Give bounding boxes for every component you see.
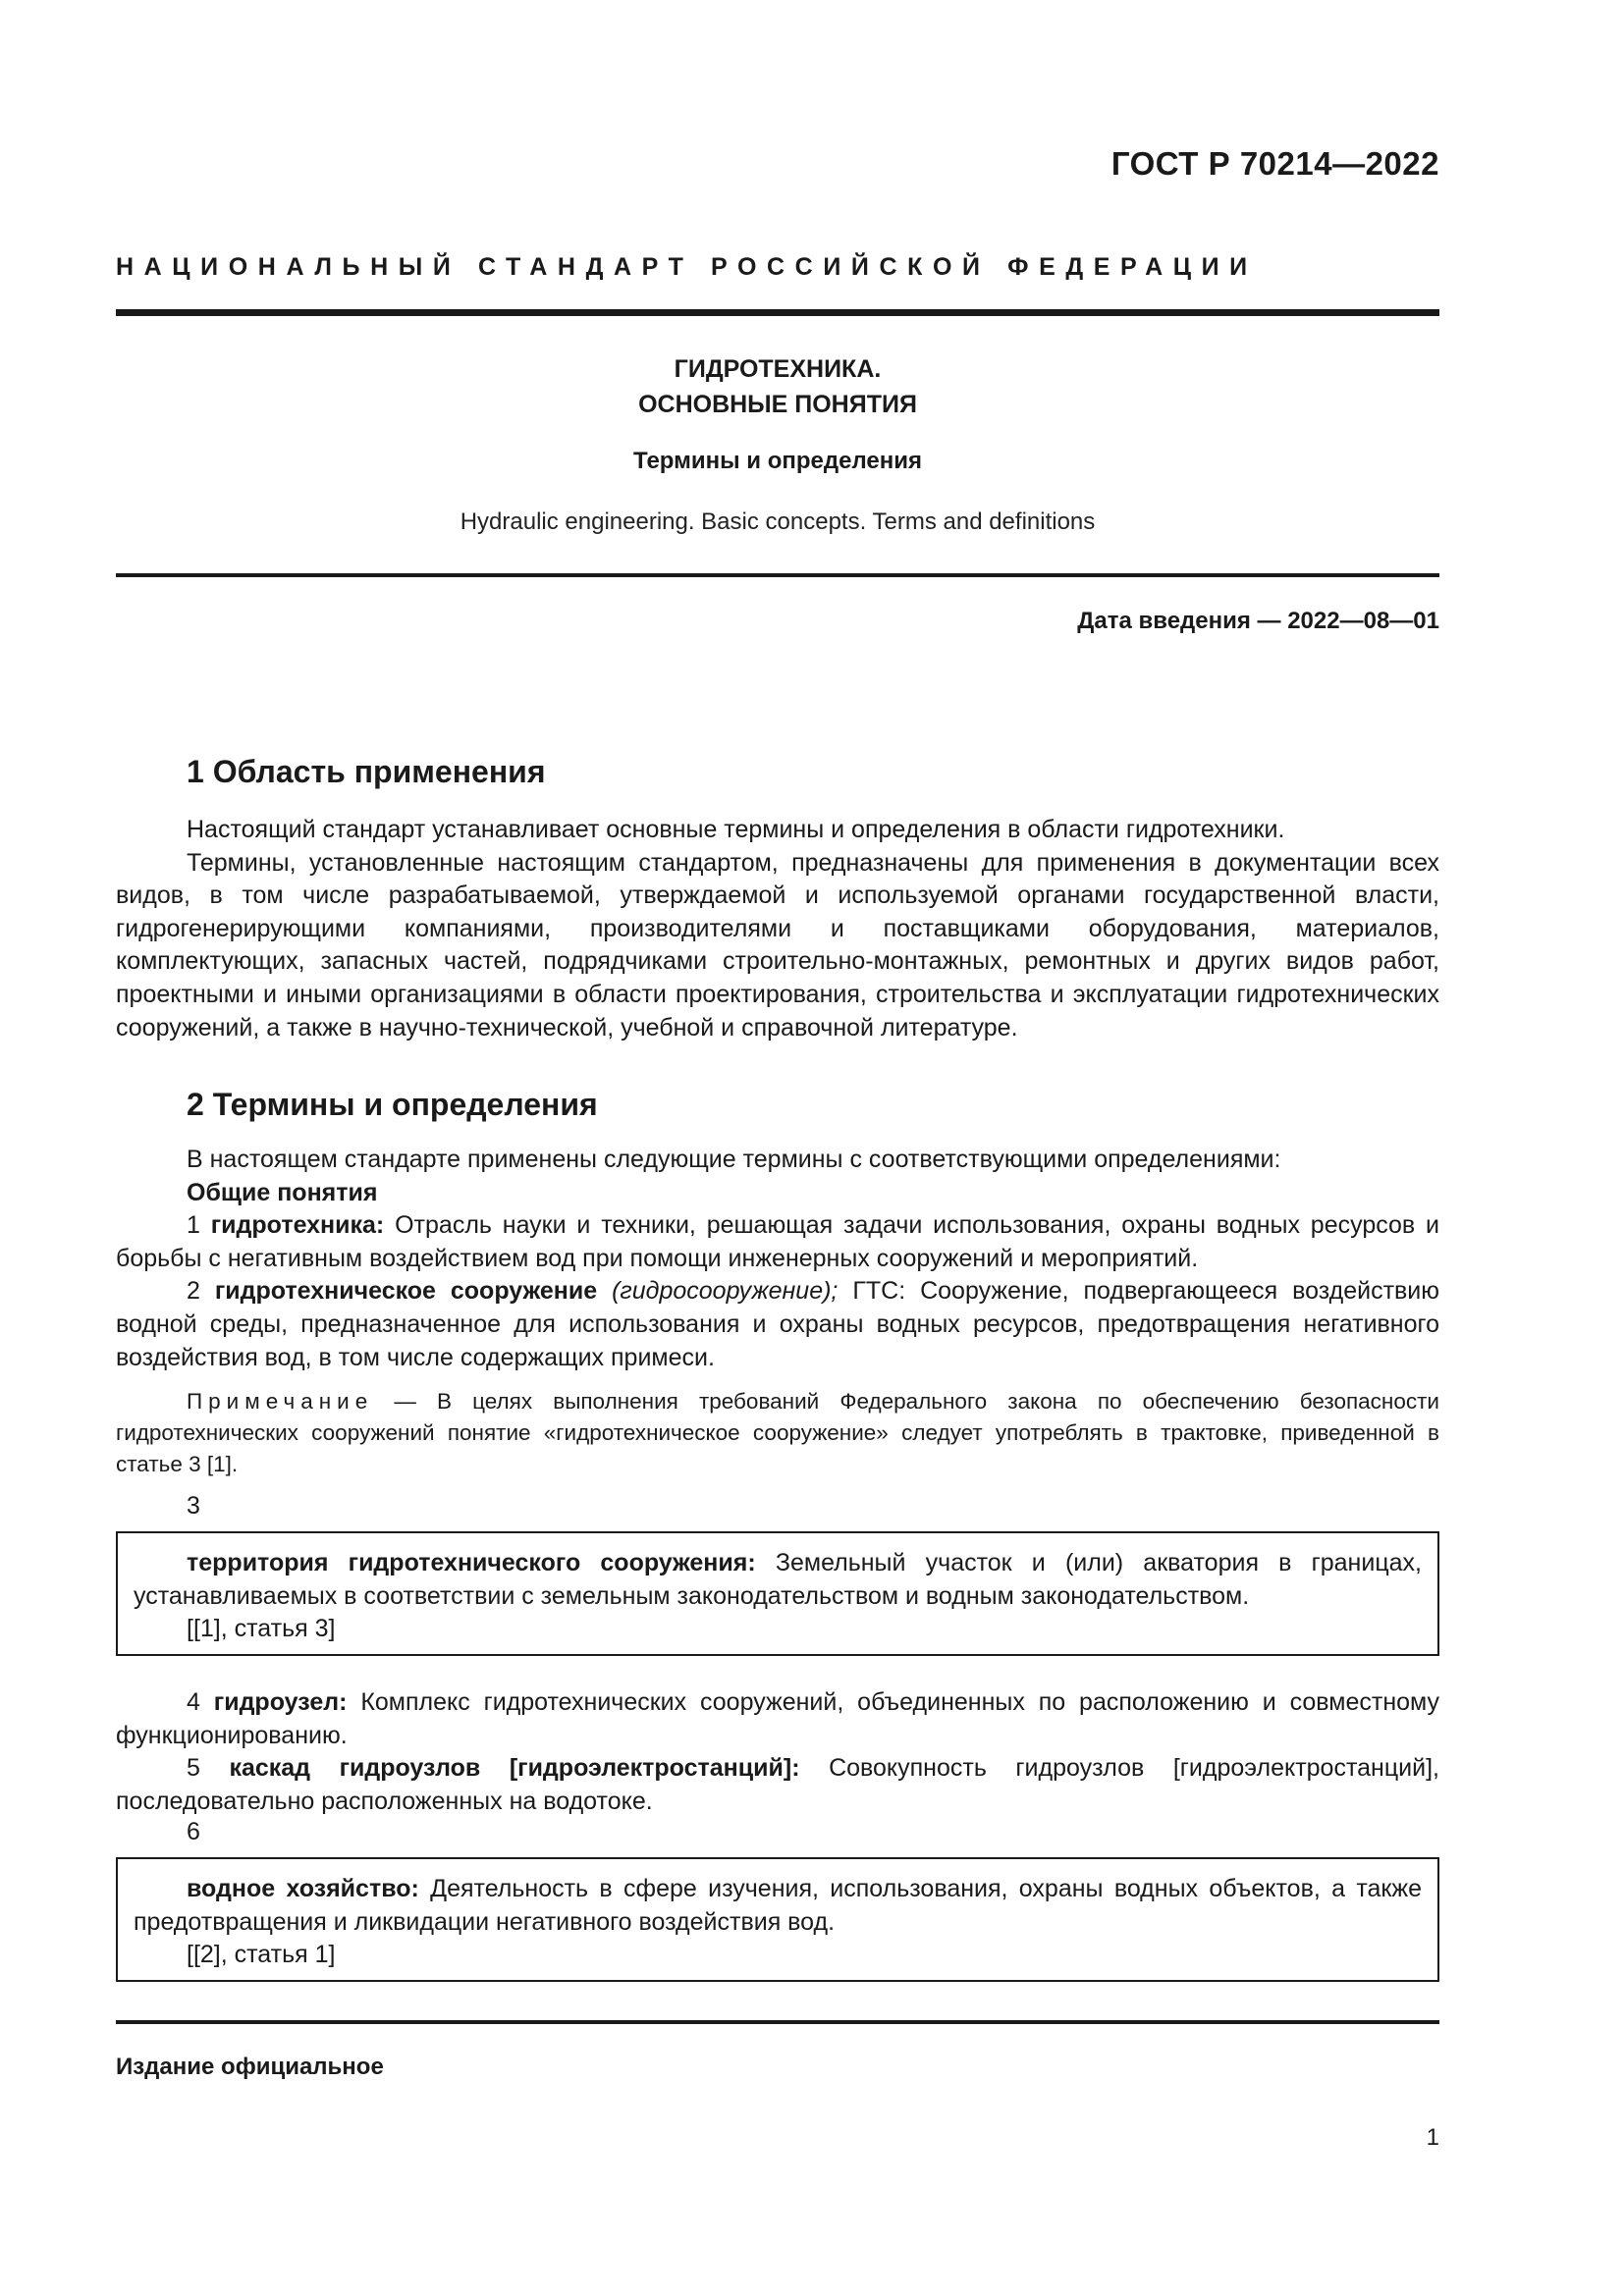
section-1-body xyxy=(116,814,1439,1044)
section-1-title: 1 Область применения xyxy=(187,754,546,789)
page-number: 1 xyxy=(1426,2124,1439,2151)
term-5-number: 5 xyxy=(187,1754,200,1783)
official-edition-label: Издание официальное xyxy=(116,2054,384,2080)
general-concepts-heading: Общие понятия xyxy=(187,1178,378,1206)
term-1 xyxy=(116,1209,1439,1275)
title-line-1: ГИДРОТЕХНИКА. xyxy=(674,355,882,383)
note-label: Примечание xyxy=(187,1389,374,1414)
title-bottom-rule xyxy=(116,573,1439,577)
term-3-reference: [[1], статья 3] xyxy=(187,1615,336,1643)
term-6 xyxy=(134,1873,1422,1939)
term-3-name: территория гидротехнического сооружения: xyxy=(187,1549,756,1576)
term-1-definition: Отрасль науки и техники, решающая задачи использования, охраны водных ресурсов и борьбы с негативным воздействием вод при помощи инженерных сооружений и мероприятий. xyxy=(116,1211,1440,1272)
document-title xyxy=(116,351,1439,422)
section-1-paragraph-2: Термины, установленные настоящим стандартом, предназначены для применения в документации всех видов, в том числе разрабатываемой, утверждаемой и используемой органами государственной власти, гидрогенерирующими компаниями, производителями и поставщиками оборудования, материалов, комплектующих, запасных частей, подрядчиками строительно-монтажных, ремонтных и других видов работ, проектными и иными организациями в области проектирования, строительства и эксплуатации гидротехнических сооружений, а также в научно-технической, учебной и справочной литературе. xyxy=(116,848,1439,1041)
term-2-name: гидротехническое сооружение xyxy=(214,1277,598,1306)
term-6-name: водное хозяйство: xyxy=(187,1875,419,1902)
section-1-paragraph-1: Настоящий стандарт устанавливает основные термины и определения в области гидротехники. xyxy=(187,816,1285,843)
section-2-body xyxy=(116,1144,1439,1374)
top-thick-rule xyxy=(116,309,1439,316)
section-2-title: 2 Термины и определения xyxy=(187,1087,598,1122)
section-2-intro: В настоящем стандарте применены следующие термины с соответствующими определениями: xyxy=(187,1146,1281,1173)
term-5 xyxy=(116,1752,1439,1818)
term-4-name: гидроузел: xyxy=(213,1688,348,1716)
term-6-definition: Деятельность в сфере изучения, использования, охраны водных объектов, а также предотвращения и ликвидации негативного воздействия вод. xyxy=(134,1875,1422,1936)
term-2-number: 2 xyxy=(187,1277,200,1306)
term-1-number: 1 xyxy=(187,1211,200,1240)
national-standard-heading: НАЦИОНАЛЬНЫЙ СТАНДАРТ РОССИЙСКОЙ ФЕДЕРАЦИИ xyxy=(116,253,1258,281)
introduction-date: Дата введения — 2022—08—01 xyxy=(1077,608,1439,634)
term-6-reference: [[2], статья 1] xyxy=(187,1941,336,1969)
terms-4-5 xyxy=(116,1686,1439,1818)
term-6-box xyxy=(116,1857,1439,1982)
term-3-box xyxy=(116,1531,1439,1656)
note-text: — В целях выполнения требований Федерального закона по обеспечению безопасности гидротехнических сооружений понятие «гидротехническое сооружение» следует употреблять в трактовке, приведенной в статье 3 [1]. xyxy=(116,1389,1439,1476)
term-6-number: 6 xyxy=(187,1818,200,1845)
term-2-synonym: (гидросооружение); xyxy=(612,1277,839,1306)
term-4 xyxy=(116,1686,1439,1752)
english-title: Hydraulic engineering. Basic concepts. Terms and definitions xyxy=(460,508,1096,535)
term-2-abbreviation: ГТС: xyxy=(852,1277,906,1306)
term-3-number: 3 xyxy=(187,1492,200,1520)
term-2-definition: Сооружение, подвергающееся воздействию водной среды, предназначенное для использования и охраны водных ресурсов, предотвращения негативного воздействия вод, в том числе содержащих примеси. xyxy=(116,1277,1440,1371)
title-line-2: ОСНОВНЫЕ ПОНЯТИЯ xyxy=(638,391,917,418)
footer-rule xyxy=(116,2020,1439,2024)
term-3 xyxy=(134,1547,1422,1613)
term-2 xyxy=(116,1275,1439,1374)
note-paragraph xyxy=(116,1386,1439,1480)
term-5-name: каскад гидроузлов [гидроэлектростанций]: xyxy=(229,1754,800,1783)
term-3-definition: Земельный участок и (или) акватория в границах, устанавливаемых в соответствии с земельным законодательством и водным законодательством. xyxy=(134,1549,1422,1610)
note-block xyxy=(116,1386,1439,1480)
term-4-number: 4 xyxy=(187,1688,200,1716)
gost-code: ГОСТ Р 70214—2022 xyxy=(1110,145,1439,182)
term-4-definition: Комплекс гидротехнических сооружений, объединенных по расположению и совместному функционированию. xyxy=(116,1688,1439,1749)
term-1-name: гидротехника: xyxy=(210,1211,385,1240)
document-subtitle: Термины и определения xyxy=(632,448,923,474)
term-5-definition: Совокупность гидроузлов [гидроэлектростанций], последовательно расположенных на водотоке. xyxy=(116,1754,1439,1815)
